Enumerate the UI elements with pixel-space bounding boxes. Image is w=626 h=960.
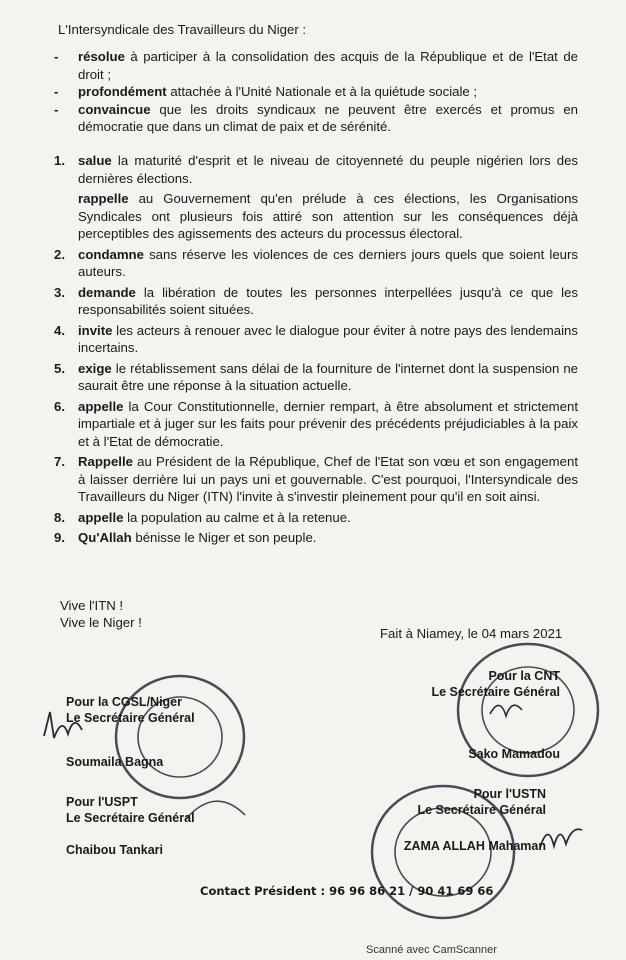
closing-slogan: Vive l'ITN ! [60, 598, 124, 613]
resolution-item: 2. condamne sans réserve les violences de ces derniers jours quels que soient leurs auteurs. [54, 246, 578, 279]
preamble-list [48, 48, 578, 136]
resolution-item: 4. invite les acteurs à renouer avec le dialogue pour éviter à notre pays des lendemains incertains. [54, 322, 578, 355]
resolution-item: 1. salue la maturité d'esprit et le niveau de citoyenneté du peuple nigérien lors des dernières élections. [54, 153, 578, 186]
preamble-item: - convaincue que les droits syndicaux ne peuvent être exercés et promus en démocratie que dans un climat de paix et de sérénité. [54, 101, 578, 134]
resolution-list [48, 152, 578, 547]
contact-line: Contact Président : 96 96 86 21 / 90 41 69 66 [200, 884, 494, 898]
resolution-item: 3. demande la libération de toutes les personnes interpellées jusqu'à ce que les responsabilités soient situées. [54, 284, 578, 317]
resolution-item: 9. Qu'Allah bénisse le Niger et son peuple. [54, 530, 317, 545]
closing-slogan: Vive le Niger ! [60, 615, 142, 630]
signatory-cgsl: Pour la CGSL/Niger Le Secrétaire Général Soumaila Bagna [66, 695, 195, 769]
preamble-item: - profondément attachée à l'Unité Nationale et à la quiétude sociale ; [54, 84, 478, 99]
signatory-ustn: Pour l'USTN Le Secrétaire Général ZAMA ALLAH Mahaman [403, 787, 546, 853]
resolution-item: 7. Rappelle au Président de la République, Chef de l'Etat son vœu et son engagement à laisser derrière lui un pays uni et gouvernable. C'est pourquoi, l'Intersyndicale des Travailleurs du Niger (ITN) l'invite à s'investir pleinement pour qu'il en soit ainsi. [54, 454, 578, 504]
scanner-footer: Scanné avec CamScanner [366, 944, 497, 956]
signatory-uspt: Pour l'USPT Le Secrétaire Général Chaibou Tankari [66, 795, 195, 857]
place-date: Fait à Niamey, le 04 mars 2021 [380, 626, 563, 641]
resolution-item: 6. appelle la Cour Constitutionnelle, dernier rempart, à être absolument et strictement impartiale et à juger sur les faits pour prévenir des précédents préjudiciables à la paix et à l'Etat de démocratie. [54, 398, 578, 449]
resolution-item: 8. appelle la population au calme et à la retenue. [54, 509, 351, 525]
resolution-item: 5. exige le rétablissement sans délai de la fourniture de l'internet dont la suspension ne saurait être une réponse à la situation actuelle. [54, 360, 578, 393]
preamble-item: - résolue à participer à la consolidation des acquis de la République et de l'Etat de droit ; [54, 49, 578, 82]
resolution-item: rappelle au Gouvernement qu'en prélude à ces élections, les Organisations Syndicales ont plusieurs fois attiré son attention sur les conséquences déjà perceptibles des agissements des acteurs du processus électoral. [78, 191, 578, 241]
signatory-cnt: Pour la CNT Le Secrétaire Général Sako Mamadou [431, 669, 560, 761]
intro-line: L'Intersyndicale des Travailleurs du Niger : [58, 22, 307, 37]
